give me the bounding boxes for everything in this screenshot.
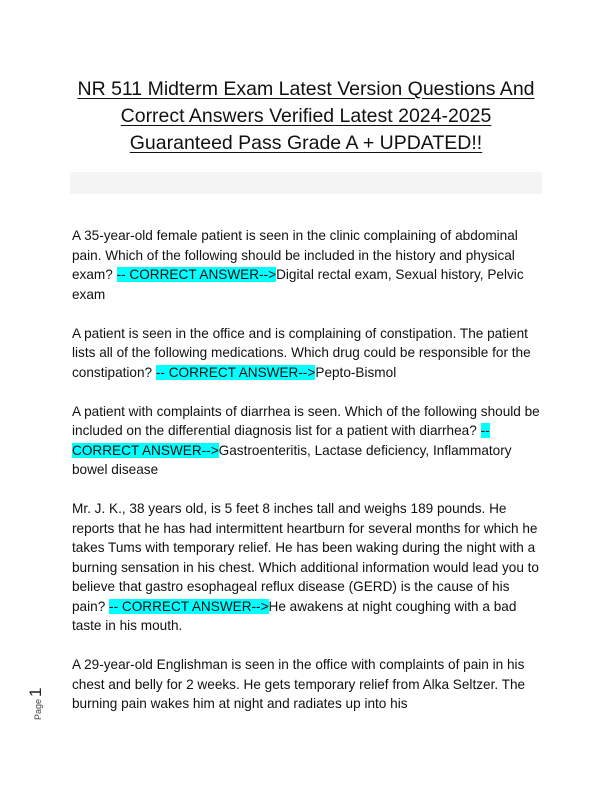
question-text: A 29-year-old Englishman is seen in the office with complaints of pain in his chest and belly for 2 weeks. He gets temporary relief from Alka Seltzer. The burning pain wakes him at night and radiates up into his xyxy=(72,657,526,711)
title-line-2: Correct Answers Verified Latest 2024-2025 xyxy=(120,105,492,127)
title-line-3: Guaranteed Pass Grade A + UPDATED!! xyxy=(129,132,483,154)
answer-marker: -- CORRECT ANSWER--> xyxy=(116,267,277,282)
title-line-1: NR 511 Midterm Exam Latest Version Questions And xyxy=(77,78,535,100)
answer-marker: -- CORRECT ANSWER--> xyxy=(72,423,490,458)
document-title xyxy=(60,76,552,157)
question-text: A patient is seen in the office and is complaining of constipation. The patient lists all of the following medications. Which drug could be responsible for the constipation? xyxy=(72,325,531,380)
document-body xyxy=(72,226,540,733)
answer-marker: -- CORRECT ANSWER--> xyxy=(109,598,269,614)
qa-item-3 xyxy=(72,402,540,480)
page-word: Page xyxy=(33,698,43,720)
answer-marker: -- CORRECT ANSWER--> xyxy=(155,364,316,380)
qa-item-5-partial xyxy=(72,655,540,714)
answer-text: Pepto-Bismol xyxy=(315,364,397,380)
qa-item-4 xyxy=(72,499,540,636)
answer-text: He awakens at night coughing with a bad taste in his mouth. xyxy=(72,598,517,633)
header-band xyxy=(70,172,542,194)
answer-text: Gastroenteritis, Lactase deficiency, Inflammatory bowel disease xyxy=(72,442,512,477)
page-number: 1 xyxy=(26,687,45,697)
qa-item-2 xyxy=(72,324,540,383)
qa-item-1 xyxy=(72,226,540,304)
page-number-label xyxy=(26,678,50,720)
question-text: Mr. J. K., 38 years old, is 5 feet 8 inches tall and weighs 189 pounds. He reports that he has had intermittent heartburn for several months for which he takes Tums with temporary relief. He has been waking during the night with a burning sensation in his chest. Which additional information would lead you to believe that gastro esophageal reflux disease (GERD) is the cause of his pain? xyxy=(72,501,539,614)
answer-text: Digital rectal exam, Sexual history, Pelvic exam xyxy=(72,267,524,302)
question-text: A 35-year-old female patient is seen in the clinic complaining of abdominal pain. Which of the following should be included in the history and physical exam? xyxy=(72,228,518,282)
question-text: A patient with complaints of diarrhea is seen. Which of the following should be included on the differential diagnosis list for a patient with diarrhea? xyxy=(72,403,540,438)
